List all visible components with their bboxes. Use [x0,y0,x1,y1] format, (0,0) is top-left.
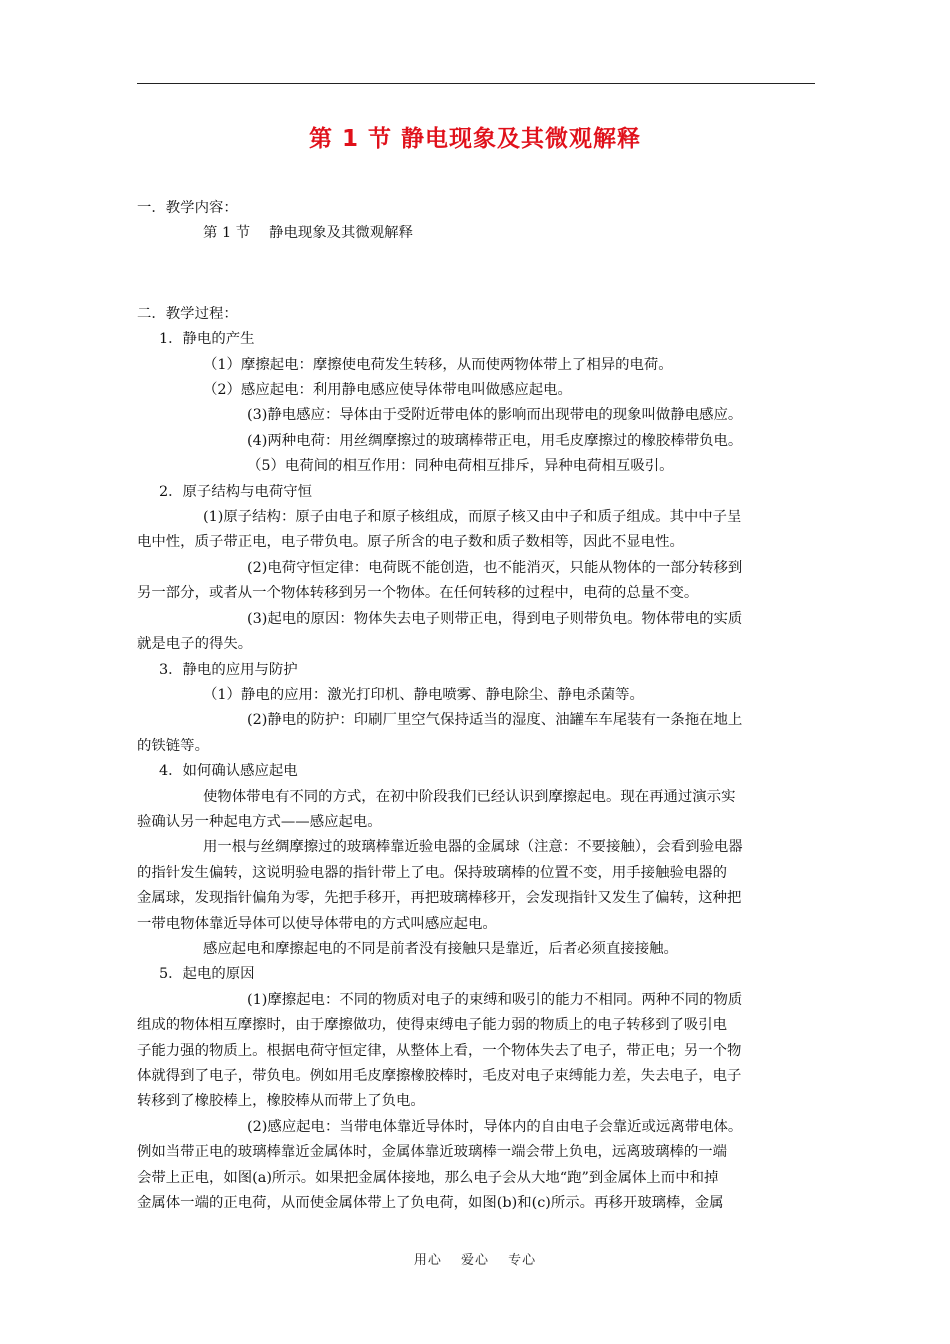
paragraph: 就是电子的得失。 [137,636,253,653]
section-heading: 二．教学过程： [137,305,238,322]
page-title: 第 1 节 静电现象及其微观解释 [308,126,642,152]
paragraph: (2)静电的防护：印刷厂里空气保持适当的湿度、油罐车车尾装有一条拖在地上 [247,712,743,729]
paragraph: 转移到了橡胶棒上，橡胶棒从而带上了负电。 [137,1093,425,1110]
paragraph: 一带电物体靠近导体可以使导体带电的方式叫感应起电。 [137,915,497,932]
header-rule [137,83,815,84]
paragraph: 使物体带电有不同的方式，在初中阶段我们已经认识到摩擦起电。现在再通过演示实 [203,788,736,805]
paragraph: 用一根与丝绸摩擦过的玻璃棒靠近验电器的金属球（注意：不要接触），会看到验电器 [203,839,743,856]
paragraph: 电中性，质子带正电，电子带负电。原子所含的电子数和质子数相等，因此不显电性。 [137,534,684,551]
paragraph: 另一部分，或者从一个物体转移到另一个物体。在任何转移的过程中，电荷的总量不变。 [137,585,699,602]
section-heading: 一．教学内容： [137,200,238,216]
footer-text: 爱心 [460,1253,489,1268]
paragraph: (1)原子结构：原子由电子和原子核组成，而原子核又由中子和质子组成。其中中子呈 [203,509,742,526]
paragraph: (4)两种电荷：用丝绸摩擦过的玻璃棒带正电，用毛皮摩擦过的橡胶棒带负电。 [247,432,743,449]
paragraph: 金属球，发现指针偏角为零，先把手移开，再把玻璃棒移开，会发现指针又发生了偏转，这种把 [137,890,742,907]
paragraph: 感应起电和摩擦起电的不同是前者没有接触只是靠近，后者必须直接接触。 [203,940,678,957]
document-body [137,196,817,1216]
paragraph: 会带上正电，如图(a)所示。如果把金属体接地，那么电子会从大地“跑”到金属体上而中和掉 [137,1169,719,1186]
paragraph: 组成的物体相互摩擦时，由于摩擦做功，使得束缚电子能力弱的物质上的电子转移到了吸引电 [137,1017,728,1034]
paragraph: (2)电荷守恒定律：电荷既不能创造，也不能消灭，只能从物体的一部分转移到 [247,559,743,576]
subsection-title: 3．静电的应用与防护 [159,661,298,678]
footer-text: 用心 [413,1253,442,1268]
paragraph: 金属体一端的正电荷，从而使金属体带上了负电荷，如图(b)和(c)所示。再移开玻璃棒，金属 [137,1195,724,1212]
paragraph: 的指针发生偏转，这说明验电器的指针带上了电。保持玻璃棒的位置不变，用手接触验电器的 [137,864,728,881]
paragraph: 验确认另一种起电方式——感应起电。 [137,813,382,830]
paragraph: 子能力强的物质上。根据电荷守恒定律，从整体上看，一个物体失去了电子，带正电；另一个物 [137,1042,742,1059]
paragraph: （1）静电的应用：激光打印机、静电喷雾、静电除尘、静电杀菌等。 [203,686,644,703]
footer-text: 专心 [508,1253,537,1268]
paragraph: （2）感应起电：利用静电感应使导体带电叫做感应起电。 [203,382,572,399]
paragraph: (1)摩擦起电：不同的物质对电子的束缚和吸引的能力不相同。两种不同的物质 [247,991,743,1008]
paragraph: (2)感应起电：当带电体靠近导体时，导体内的自由电子会靠近或远离带电体。 [247,1118,743,1135]
paragraph: 例如当带正电的玻璃棒靠近金属体时，金属体靠近玻璃棒一端会带上负电，远离玻璃棒的一端 [137,1144,728,1161]
paragraph: 的铁链等。 [137,737,209,754]
paragraph: （1）摩擦起电：摩擦使电荷发生转移，从而使两物体带上了相异的电荷。 [203,356,673,373]
paragraph: （5）电荷间的相互作用：同种电荷相互排斥，异种电荷相互吸引。 [247,458,674,475]
subsection-title: 5．起电的原因 [159,966,255,983]
page-footer [0,1249,950,1268]
paragraph: (3)起电的原因：物体失去电子则带正电，得到电子则带负电。物体带电的实质 [247,610,743,627]
subsection-title: 2．原子结构与电荷守恒 [159,483,313,500]
paragraph: (3)静电感应：导体由于受附近带电体的影响而出现带电的现象叫做静电感应。 [247,407,743,424]
lesson-title: 第 1 节 静电现象及其微观解释 [203,225,413,242]
paragraph: 体就得到了电子，带负电。例如用毛皮摩擦橡胶棒时，毛皮对电子束缚能力差，失去电子，电子 [137,1068,742,1084]
subsection-title: 1．静电的产生 [159,331,255,348]
subsection-title: 4．如何确认感应起电 [159,763,298,780]
